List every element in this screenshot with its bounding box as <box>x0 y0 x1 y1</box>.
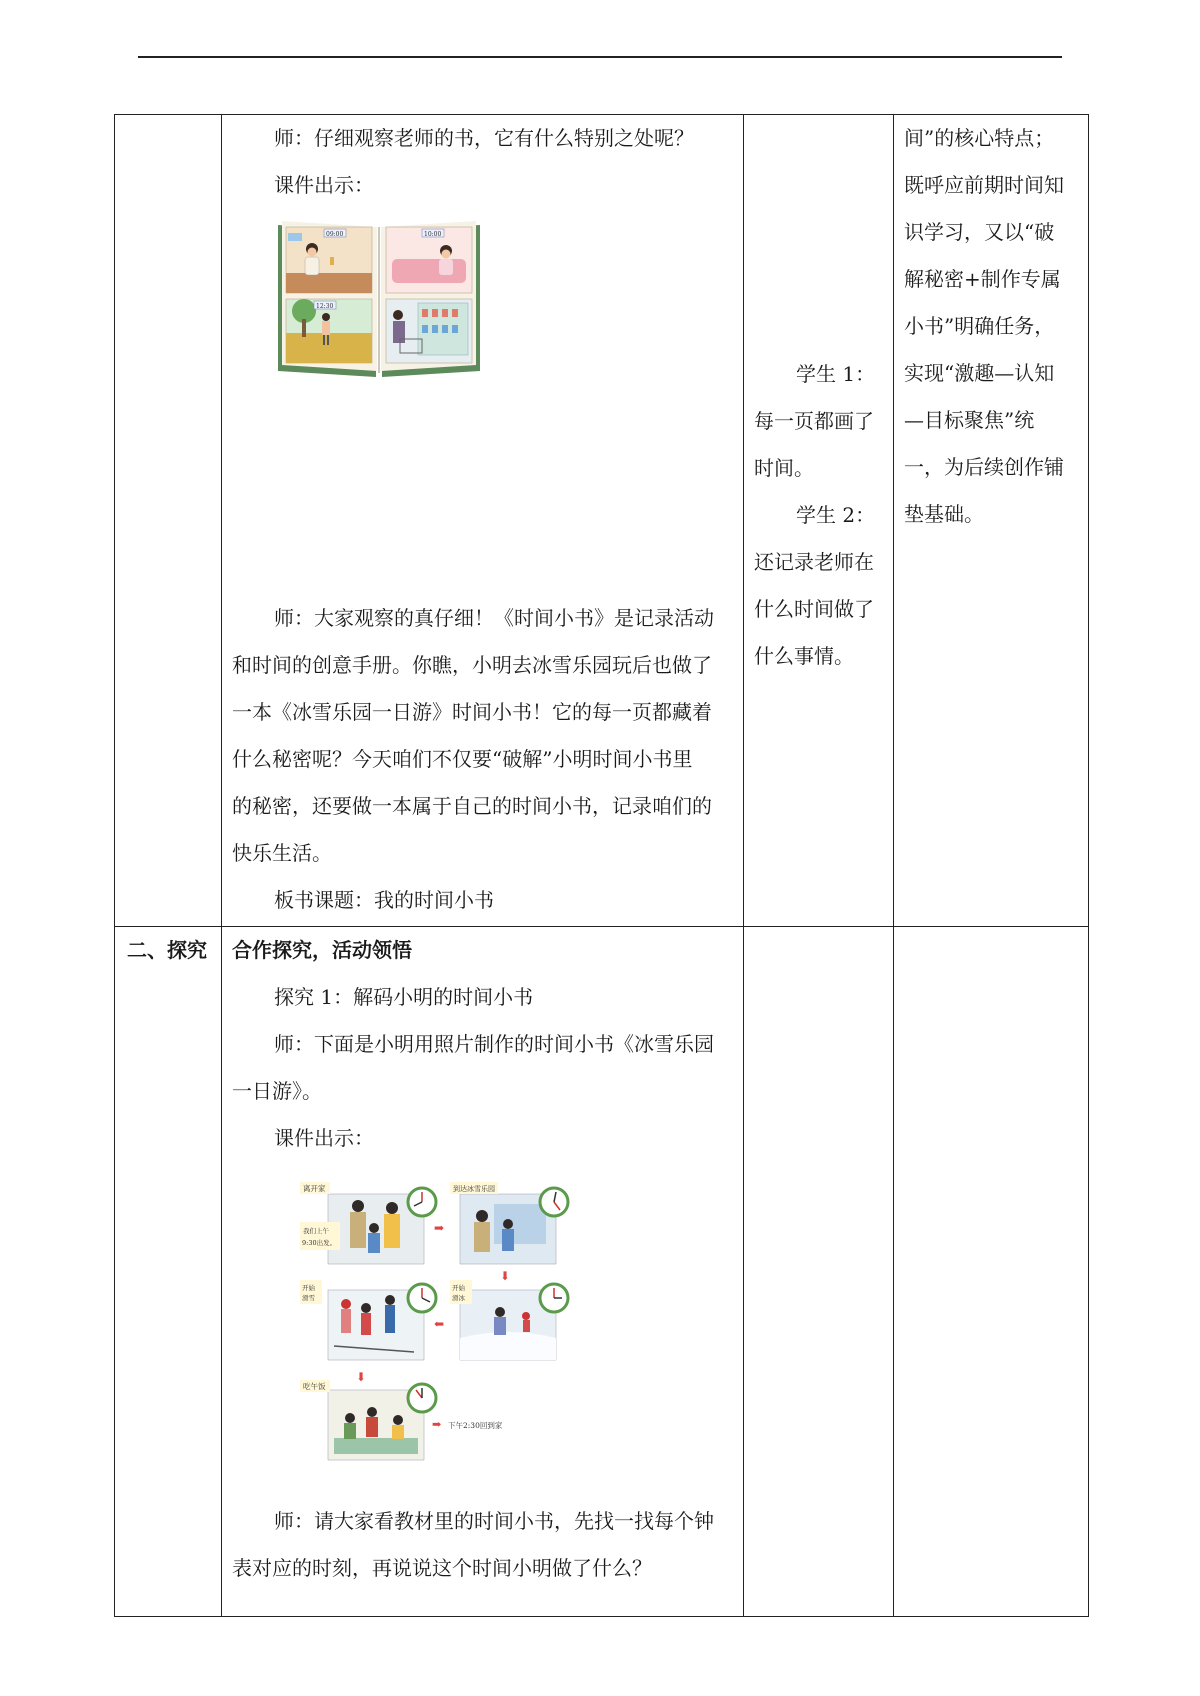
teacher-intro-line: 师：下面是小明用照片制作的时间小书《冰雪乐园 <box>274 1032 714 1056</box>
design-intent-line: 解秘密+制作专属 <box>904 267 1061 291</box>
design-intent-cell <box>894 115 1089 927</box>
stage-label: 二、探究 <box>127 938 207 962</box>
departure-note: 9:30出发。 <box>302 1239 337 1247</box>
teacher-activity-cell <box>222 927 744 1617</box>
student-2-label: 学生 2： <box>796 503 876 527</box>
student-2-answer: 还记录老师在 <box>754 550 874 574</box>
panel-label-ski: 滑雪 <box>302 1294 315 1302</box>
book-illustration <box>274 213 484 383</box>
teacher-instruction-line: 表对应的时刻，再说说这个时间小明做了什么？ <box>232 1556 652 1580</box>
panel-label-ski: 开始 <box>302 1284 315 1292</box>
svg-text:➡: ➡ <box>434 1221 445 1235</box>
stage-cell <box>115 115 222 927</box>
svg-text:⬇: ⬇ <box>500 1269 511 1283</box>
svg-text:➡: ➡ <box>432 1418 442 1431</box>
teacher-explanation-line: 一本《冰雪乐园一日游》时间小书！它的每一页都藏着 <box>232 700 712 724</box>
departure-note: 我们上午 <box>303 1227 329 1235</box>
clock-label-3: 12:30 <box>316 303 334 310</box>
student-2-answer: 什么时间做了 <box>754 597 874 621</box>
student-1-answer: 每一页都画了 <box>754 409 874 433</box>
student-activity-cell <box>744 927 894 1617</box>
student-1-answer: 时间。 <box>754 456 814 480</box>
teacher-explanation-line: 和时间的创意手册。你瞧，小明去冰雪乐园玩后也做了 <box>232 653 712 677</box>
teacher-activity-cell <box>222 115 744 927</box>
table-row <box>115 115 1089 927</box>
student-activity-cell <box>744 115 894 927</box>
design-intent-line: 实现“激趣—认知 <box>904 361 1055 385</box>
design-intent-line: 识学习，又以“破 <box>904 220 1055 244</box>
panel-label-skate: 开始 <box>452 1284 465 1292</box>
panel-label-lunch: 吃午饭 <box>303 1382 326 1391</box>
design-intent-line: 一，为后续创作铺 <box>904 455 1064 479</box>
student-2-answer: 什么事情。 <box>754 644 854 668</box>
header-rule <box>138 56 1062 58</box>
teacher-explanation-line: 的秘密，还要做一本属于自己的时间小书，记录咱们的 <box>232 794 712 818</box>
teacher-instruction-line: 师：请大家看教材里的时间小书，先找一找每个钟 <box>274 1509 714 1533</box>
design-intent-line: 垫基础。 <box>904 502 984 526</box>
section-heading: 合作探究，活动领悟 <box>232 938 412 962</box>
explore-1-title: 探究 1：解码小明的时间小书 <box>274 985 534 1009</box>
lesson-plan-table <box>114 114 1089 1617</box>
student-1-label: 学生 1： <box>796 362 876 386</box>
panel-label-leave-home: 离开家 <box>303 1184 326 1193</box>
svg-text:⬇: ⬇ <box>356 1370 367 1384</box>
design-intent-line: 既呼应前期时间知 <box>904 173 1064 197</box>
table-row <box>115 927 1089 1617</box>
teacher-question: 师：仔细观察老师的书，它有什么特别之处呢？ <box>274 126 694 150</box>
stage-cell <box>115 927 222 1617</box>
board-title: 板书课题：我的时间小书 <box>274 888 494 912</box>
design-intent-line: —目标聚焦”统 <box>904 408 1035 432</box>
courseware-label: 课件出示： <box>274 173 374 197</box>
design-intent-line: 间”的核心特点； <box>904 126 1055 150</box>
teacher-explanation-line: 什么秘密呢？今天咱们不仅要“破解”小明时间小书里 <box>232 747 693 771</box>
time-book-storyboard <box>294 1176 594 1476</box>
design-intent-cell <box>894 927 1089 1617</box>
clock-label-2: 10:00 <box>424 231 442 238</box>
clock-label-1: 09:00 <box>326 231 344 238</box>
teacher-explanation-line: 师：大家观察的真仔细！《时间小书》是记录活动 <box>274 606 714 630</box>
svg-text:⬅: ⬅ <box>434 1317 445 1331</box>
design-intent-line: 小书”明确任务， <box>904 314 1055 338</box>
teacher-intro-line: 一日游》。 <box>232 1079 322 1103</box>
return-home-note: 下午2:30回到家 <box>448 1421 503 1430</box>
courseware-label: 课件出示： <box>274 1126 374 1150</box>
panel-label-skate: 滑冰 <box>452 1294 465 1302</box>
panel-label-arrive-park: 到达冰雪乐园 <box>453 1185 495 1193</box>
teacher-explanation-line: 快乐生活。 <box>232 841 332 865</box>
